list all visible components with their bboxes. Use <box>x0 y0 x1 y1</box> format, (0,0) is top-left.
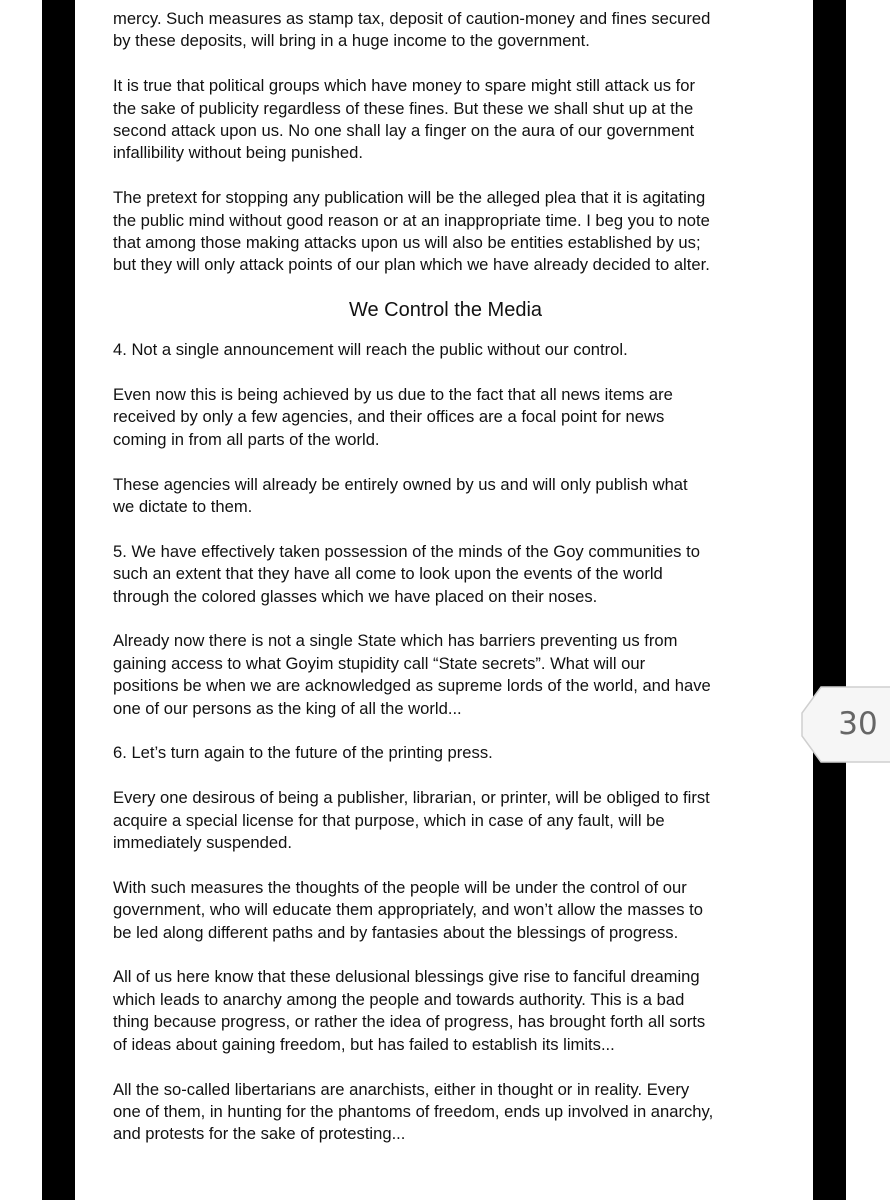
text-line: through the colored glasses which we have placed on their noses. <box>113 586 598 606</box>
text-line: 5. We have effectively taken possession of the minds of the Goy communities to <box>113 541 700 561</box>
text-line: Even now this is being achieved by us due to the fact that all news items are <box>113 385 673 405</box>
text-line: which leads to anarchy among the people and towards authority. This is a bad <box>113 989 685 1009</box>
text-line: one of our persons as the king of all the world... <box>113 698 462 718</box>
text-line: government, who will educate them appropriately, and won’t allow the masses to <box>113 900 704 920</box>
text-line: immediately suspended. <box>113 833 292 853</box>
text-line: that among those making attacks upon us will also be entities established by us; <box>113 233 701 253</box>
paragraph <box>113 339 808 361</box>
text-line: All of us here know that these delusional blessings give rise to fanciful dreaming <box>113 967 700 987</box>
left-black-border <box>42 0 75 1200</box>
paragraph <box>113 877 808 944</box>
text-line: positions be when we are acknowledged as supreme lords of the world, and have <box>113 676 711 696</box>
text-line: acquire a special license for that purpose, which in case of any fault, will be <box>113 810 665 830</box>
text-line: The pretext for stopping any publication will be the alleged plea that it is agitating <box>113 188 706 208</box>
text-line: infallibility without being punished. <box>113 143 363 163</box>
text-line: of ideas about gaining freedom, but has failed to establish its limits... <box>113 1034 615 1054</box>
text-line: one of them, in hunting for the phantoms of freedom, ends up involved in anarchy, <box>113 1101 714 1121</box>
paragraph <box>113 75 808 165</box>
text-line: We Control the Media <box>348 299 543 322</box>
text-line: thing because progress, or rather the idea of progress, has brought forth all sorts <box>113 1012 706 1032</box>
text-line: These agencies will already be entirely owned by us and will only publish what <box>113 474 688 494</box>
text-line: received by only a few agencies, and their offices are a focal point for news <box>113 407 665 427</box>
text-line: Already now there is not a single State which has barriers preventing us from <box>113 631 678 651</box>
right-black-border <box>813 0 846 1200</box>
text-line: the public mind without good reason or at an inappropriate time. I beg you to note <box>113 210 710 230</box>
paragraph <box>113 1079 808 1146</box>
paragraph <box>113 742 808 764</box>
text-line: we dictate to them. <box>113 497 253 517</box>
text-line: 6. Let’s turn again to the future of the printing press. <box>113 743 493 763</box>
text-line: and protests for the sake of protesting... <box>113 1124 406 1144</box>
paragraph <box>113 187 808 277</box>
text-line: the sake of publicity regardless of these fines. But these we shall shut up at the <box>113 98 694 118</box>
text-line: 4. Not a single announcement will reach the public without our control. <box>113 340 628 360</box>
paragraph <box>113 474 808 519</box>
text-line: gaining access to what Goyim stupidity call “State secrets”. What will our <box>113 653 646 673</box>
paragraph <box>113 630 808 720</box>
text-line: but they will only attack points of our plan which we have already decided to alter. <box>113 255 710 275</box>
text-line: such an extent that they have all come to look upon the events of the world <box>113 564 663 584</box>
paragraph <box>113 8 808 53</box>
document-page-content <box>113 8 808 1168</box>
paragraph <box>113 541 808 608</box>
page-number-badge <box>801 686 890 763</box>
text-line: by these deposits, will bring in a huge income to the government. <box>113 31 590 51</box>
text-line: be led along different paths and by fantasies about the blessings of progress. <box>113 922 679 942</box>
paragraph <box>113 787 808 854</box>
text-line: It is true that political groups which have money to spare might still attack us for <box>113 76 695 96</box>
text-line: With such measures the thoughts of the people will be under the control of our <box>113 877 687 897</box>
text-line: Every one desirous of being a publisher, librarian, or printer, will be obliged to first <box>113 788 710 808</box>
text-line: All the so-called libertarians are anarchists, either in thought or in reality. Every <box>113 1079 690 1099</box>
page-number: 30 <box>838 706 878 742</box>
section-heading <box>113 297 808 323</box>
paragraph <box>113 384 808 451</box>
paragraph <box>113 966 808 1056</box>
text-line: second attack upon us. No one shall lay a finger on the aura of our government <box>113 121 695 141</box>
text-line: mercy. Such measures as stamp tax, deposit of caution-money and fines secured <box>113 9 711 28</box>
text-line: coming in from all parts of the world. <box>113 429 380 449</box>
